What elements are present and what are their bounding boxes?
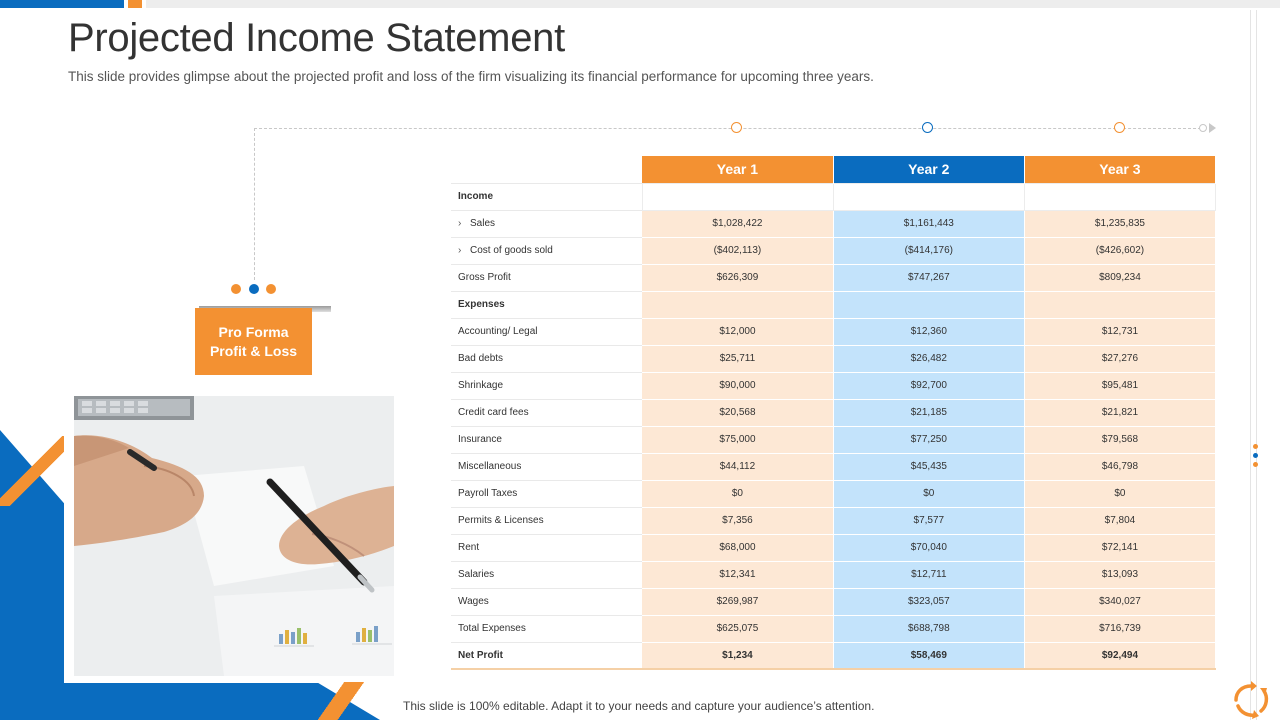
year-3-value: $21,821 (1024, 399, 1215, 426)
right-guide-line (1250, 10, 1251, 720)
timeline-connector (254, 128, 1206, 129)
right-dot-orange (1253, 444, 1258, 449)
header-year-2: Year 2 (833, 156, 1024, 183)
chevron-right-icon: › (458, 218, 462, 229)
header-blank (451, 156, 642, 183)
year-1-value (642, 291, 833, 318)
year-2-value (833, 291, 1024, 318)
year-2-value: $688,798 (833, 615, 1024, 642)
year-3-value: $46,798 (1024, 453, 1215, 480)
page-subtitle: This slide provides glimpse about the projected profit and loss of the firm visualizing its financial performance for upcoming three years. (68, 69, 874, 84)
year-1-value: $625,075 (642, 615, 833, 642)
row-label: Permits & Licenses (451, 507, 642, 534)
year-3-value: $0 (1024, 480, 1215, 507)
business-handshake-photo (74, 396, 394, 676)
year-3-value: $12,731 (1024, 318, 1215, 345)
table-row (451, 399, 1216, 426)
year-2-value: $7,577 (833, 507, 1024, 534)
dot-orange (266, 284, 276, 294)
header-year-3: Year 3 (1024, 156, 1215, 183)
top-accent-bar-blue (0, 0, 124, 8)
year-3-value: $27,276 (1024, 345, 1215, 372)
year-2-value: $70,040 (833, 534, 1024, 561)
year-3-value (1024, 291, 1215, 318)
table-row (451, 615, 1216, 642)
table-row (451, 210, 1216, 237)
row-label: Insurance (451, 426, 642, 453)
recycle-arrows-logo-icon (1230, 680, 1272, 720)
year-1-value: $1,234 (642, 642, 833, 669)
year-2-value: $323,057 (833, 588, 1024, 615)
table-row (451, 453, 1216, 480)
year-1-value: $68,000 (642, 534, 833, 561)
chevron-right-icon: › (458, 245, 462, 256)
dot-blue (249, 284, 259, 294)
year-2-value: $12,360 (833, 318, 1024, 345)
row-label (451, 210, 642, 237)
year-3-value: $716,739 (1024, 615, 1215, 642)
row-label: Net Profit (451, 642, 642, 669)
year-3-value (1024, 183, 1215, 210)
header-year-1: Year 1 (642, 156, 833, 183)
year-2-value: $26,482 (833, 345, 1024, 372)
year-1-value (642, 183, 833, 210)
pro-forma-badge: Pro Forma Profit & Loss (195, 308, 312, 375)
row-label: Rent (451, 534, 642, 561)
row-label: Wages (451, 588, 642, 615)
year-2-value: $58,469 (833, 642, 1024, 669)
year-1-value: ($402,113) (642, 237, 833, 264)
row-label: Shrinkage (451, 372, 642, 399)
row-label: Miscellaneous (451, 453, 642, 480)
year-2-value: $21,185 (833, 399, 1024, 426)
year-3-value: $79,568 (1024, 426, 1215, 453)
year-1-value: $1,028,422 (642, 210, 833, 237)
year-1-value: $75,000 (642, 426, 833, 453)
table-row (451, 237, 1216, 264)
year-2-value: $92,700 (833, 372, 1024, 399)
row-label: Gross Profit (451, 264, 642, 291)
year-2-value: $0 (833, 480, 1024, 507)
row-label: Total Expenses (451, 615, 642, 642)
table-row (451, 426, 1216, 453)
year-2-value: $747,267 (833, 264, 1024, 291)
year-1-value: $25,711 (642, 345, 833, 372)
table-row (451, 588, 1216, 615)
year-1-value: $20,568 (642, 399, 833, 426)
row-label-text: Sales (470, 218, 496, 229)
row-label: Income (451, 183, 642, 210)
row-label: Payroll Taxes (451, 480, 642, 507)
year-1-value: $12,000 (642, 318, 833, 345)
row-label: Bad debts (451, 345, 642, 372)
year-1-value: $44,112 (642, 453, 833, 480)
table-row (451, 642, 1216, 669)
year-2-value: $45,435 (833, 453, 1024, 480)
year-1-value: $7,356 (642, 507, 833, 534)
row-label: Accounting/ Legal (451, 318, 642, 345)
year-3-value: $13,093 (1024, 561, 1215, 588)
year-3-value: ($426,602) (1024, 237, 1215, 264)
year-3-value: $92,494 (1024, 642, 1215, 669)
table-row (451, 183, 1216, 210)
row-label: Salaries (451, 561, 642, 588)
year-2-value: $77,250 (833, 426, 1024, 453)
year-1-value: $269,987 (642, 588, 833, 615)
income-statement-table (451, 156, 1216, 670)
year-3-value: $340,027 (1024, 588, 1215, 615)
year-2-value (833, 183, 1024, 210)
footer-note: This slide is 100% editable. Adapt it to your needs and capture your audience’s attention. (403, 699, 875, 713)
year2-marker-icon (922, 122, 933, 133)
year-3-value: $809,234 (1024, 264, 1215, 291)
year-3-value: $72,141 (1024, 534, 1215, 561)
table-row (451, 561, 1216, 588)
year-1-value: $626,309 (642, 264, 833, 291)
table-row (451, 534, 1216, 561)
right-guide-line (1256, 10, 1257, 720)
top-accent-bar-orange (128, 0, 142, 8)
table-row (451, 372, 1216, 399)
right-dot-orange (1253, 462, 1258, 467)
row-label: Credit card fees (451, 399, 642, 426)
table-row (451, 291, 1216, 318)
year-2-value: $1,161,443 (833, 210, 1024, 237)
table-row (451, 318, 1216, 345)
year-1-value: $12,341 (642, 561, 833, 588)
row-label: Expenses (451, 291, 642, 318)
year-2-value: ($414,176) (833, 237, 1024, 264)
table-row (451, 345, 1216, 372)
table-row (451, 507, 1216, 534)
decorative-orange-stripe (0, 436, 72, 506)
top-accent-bar-gray (146, 0, 1280, 8)
decorative-orange-stripe (300, 682, 384, 720)
right-dot-blue (1253, 453, 1258, 458)
table-row (451, 480, 1216, 507)
row-label (451, 237, 642, 264)
table-row (451, 264, 1216, 291)
year3-marker-icon (1114, 122, 1125, 133)
table-header-row (451, 156, 1216, 183)
timeline-end-dot (1199, 124, 1207, 132)
timeline-connector-vertical (254, 128, 255, 280)
page-title: Projected Income Statement (68, 16, 565, 60)
year-2-value: $12,711 (833, 561, 1024, 588)
year-1-value: $90,000 (642, 372, 833, 399)
year-1-value: $0 (642, 480, 833, 507)
arrow-right-icon (1209, 123, 1216, 133)
dot-orange (231, 284, 241, 294)
year-3-value: $7,804 (1024, 507, 1215, 534)
year1-marker-icon (731, 122, 742, 133)
year-3-value: $95,481 (1024, 372, 1215, 399)
row-label-text: Cost of goods sold (470, 245, 553, 256)
year-3-value: $1,235,835 (1024, 210, 1215, 237)
